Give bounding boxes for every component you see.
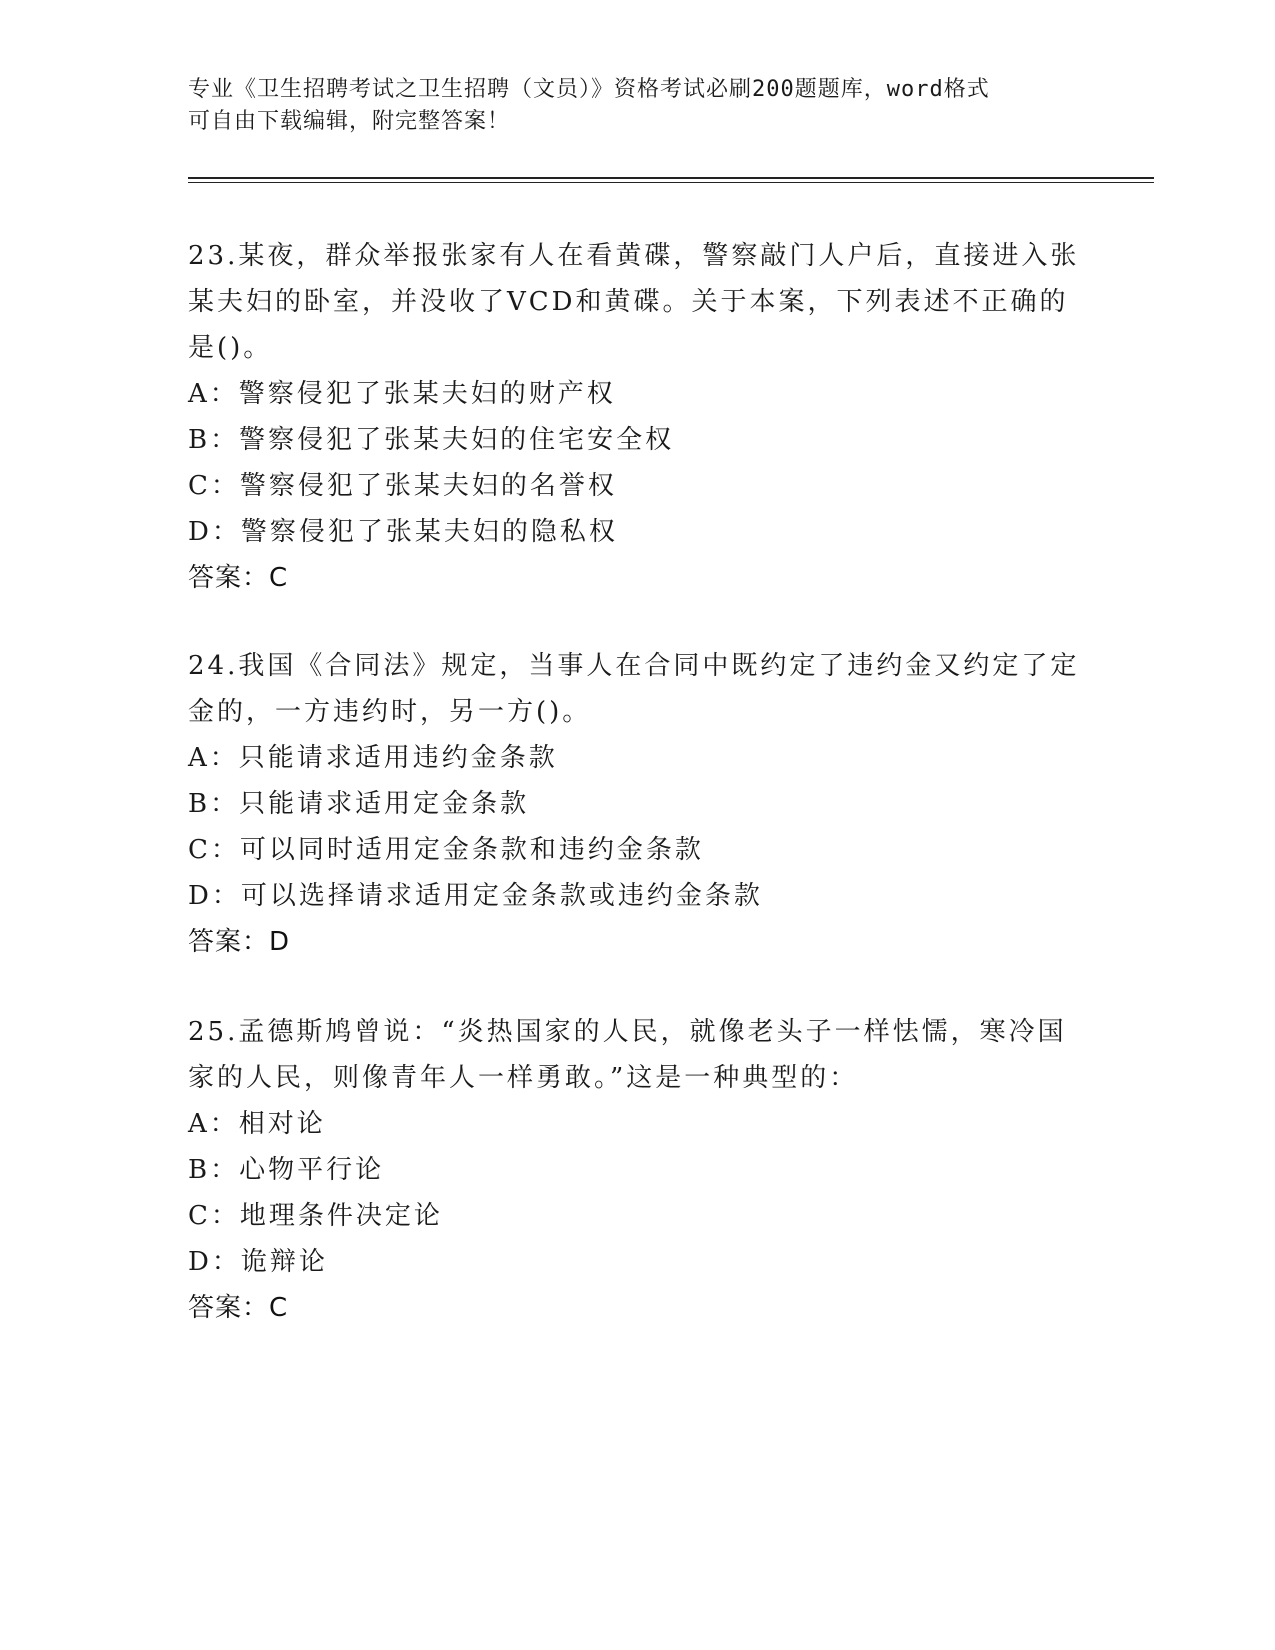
answer-line: 答案：D (188, 927, 291, 957)
option-a: A：警察侵犯了张某夫妇的财产权 (188, 379, 616, 409)
option-b: B：心物平行论 (188, 1155, 385, 1185)
question-stem: 24.我国《合同法》规定，当事人在合同中既约定了违约金又约定了定金的，一方违约时，另一方()。 (188, 651, 1080, 727)
header-line-1: 专业《卫生招聘考试之卫生招聘（文员）》资格考试必刷200题题库，word格式 (188, 77, 990, 102)
header-divider-thin (188, 182, 1154, 183)
option-a: A：相对论 (188, 1109, 326, 1139)
option-d: D：诡辩论 (188, 1247, 328, 1277)
document-header (188, 74, 1088, 138)
option-d: D：警察侵犯了张某夫妇的隐私权 (188, 517, 618, 547)
option-c: C：可以同时适用定金条款和违约金条款 (188, 835, 704, 865)
option-c: C：地理条件决定论 (188, 1201, 443, 1231)
option-c: C：警察侵犯了张某夫妇的名誉权 (188, 471, 617, 501)
option-d: D：可以选择请求适用定金条款或违约金条款 (188, 881, 763, 911)
header-divider-thick (188, 177, 1154, 179)
answer-line: 答案：C (188, 563, 289, 593)
option-b: B：只能请求适用定金条款 (188, 789, 530, 819)
question-stem: 25.孟德斯鸠曾说：“炎热国家的人民，就像老头子一样怯懦，寒冷国家的人民，则像青年人一样勇敢。”这是一种典型的： (188, 1017, 1067, 1093)
answer-line: 答案：C (188, 1293, 289, 1323)
question-stem: 23.某夜，群众举报张家有人在看黄碟，警察敲门人户后，直接进入张某夫妇的卧室，并没收了VCD和黄碟。关于本案，下列表述不正确的是()。 (188, 241, 1080, 363)
question-23 (188, 233, 1088, 601)
option-b: B：警察侵犯了张某夫妇的住宅安全权 (188, 425, 675, 455)
option-a: A：只能请求适用违约金条款 (188, 743, 558, 773)
header-line-2: 可自由下载编辑，附完整答案！ (188, 109, 511, 134)
question-25 (188, 1009, 1088, 1331)
question-24 (188, 643, 1088, 965)
